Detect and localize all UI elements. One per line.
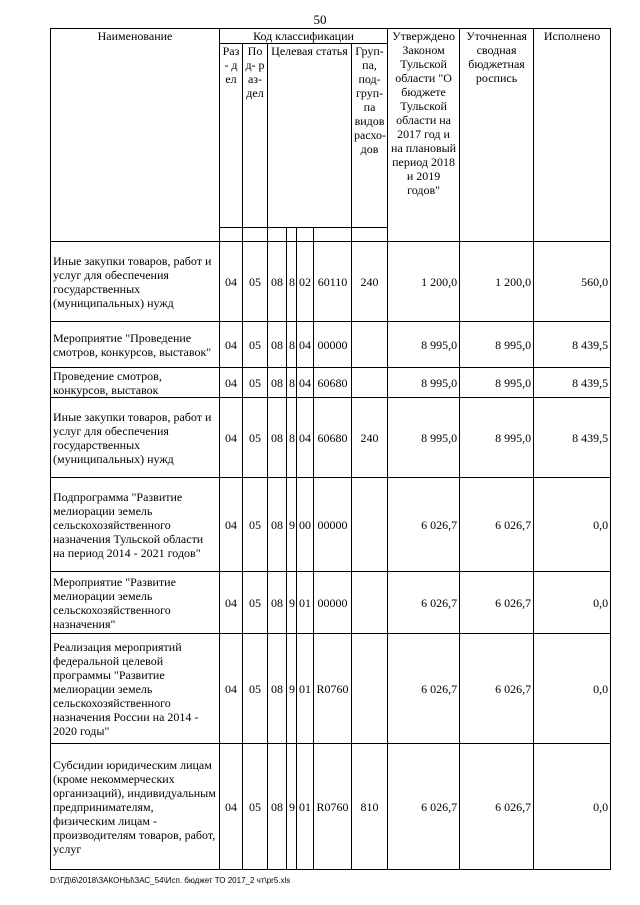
row-target-direction: R0760 xyxy=(314,744,352,870)
row-target-direction: 00000 xyxy=(314,322,352,368)
header-podrazdel: Под- раз- дел xyxy=(243,44,268,228)
row-razdel: 04 xyxy=(220,634,243,744)
row-target-program: 08 xyxy=(268,572,287,634)
row-name: Проведение смотров, конкурсов, выставок xyxy=(51,368,220,398)
row-utverzhdeno: 8 995,0 xyxy=(388,322,460,368)
row-target-subprogram: 9 xyxy=(287,478,297,572)
row-razdel: 04 xyxy=(220,322,243,368)
row-podrazdel: 05 xyxy=(243,572,268,634)
header-empty-cell xyxy=(297,228,314,242)
row-name: Подпрограмма "Развитие мелиорации земель сельскохозяйственного назначения Тульской области на период 2014 - 2021 годов" xyxy=(51,478,220,572)
row-ispolneno: 8 439,5 xyxy=(534,322,611,368)
row-podrazdel: 05 xyxy=(243,398,268,478)
header-ispolneno: Исполнено xyxy=(534,29,611,242)
row-utverzhdeno: 6 026,7 xyxy=(388,478,460,572)
row-utochnennaya: 6 026,7 xyxy=(460,744,534,870)
row-target-event: 01 xyxy=(297,744,314,870)
row-target-event: 04 xyxy=(297,322,314,368)
row-name: Реализация мероприятий федеральной целевой программы "Развитие мелиорации земель сельскохозяйственного назначения России на 2014 - 2020 годы" xyxy=(51,634,220,744)
row-name: Субсидии юридическим лицам (кроме некоммерческих организаций), индивидуальным предпринимателям, физическим лицам - производителям товаров, работ, услуг xyxy=(51,744,220,870)
row-target-event: 04 xyxy=(297,398,314,478)
row-target-program: 08 xyxy=(268,322,287,368)
row-target-direction: 00000 xyxy=(314,572,352,634)
row-razdel: 04 xyxy=(220,572,243,634)
row-name: Иные закупки товаров, работ и услуг для обеспечения государственных (муниципальных) нужд xyxy=(51,398,220,478)
row-razdel: 04 xyxy=(220,368,243,398)
row-target-subprogram: 8 xyxy=(287,368,297,398)
row-target-program: 08 xyxy=(268,478,287,572)
table-row xyxy=(51,368,611,398)
row-target-subprogram: 9 xyxy=(287,572,297,634)
page-number: 50 xyxy=(313,12,327,27)
row-podrazdel: 05 xyxy=(243,634,268,744)
row-vid-rashodov xyxy=(352,322,388,368)
table-row xyxy=(51,478,611,572)
row-ispolneno: 0,0 xyxy=(534,744,611,870)
header-utochnennaya: Уточненная сводная бюджетная роспись xyxy=(460,29,534,242)
header-utverzhdeno: Утверждено Законом Тульской области "О бюджете Тульской области на 2017 год и на плановый период 2018 и 2019 годов" xyxy=(388,29,460,242)
header-name: Наименование xyxy=(51,29,220,242)
row-utochnennaya: 6 026,7 xyxy=(460,478,534,572)
row-target-direction: 60110 xyxy=(314,242,352,322)
row-target-direction: R0760 xyxy=(314,634,352,744)
row-utverzhdeno: 8 995,0 xyxy=(388,398,460,478)
row-vid-rashodov: 240 xyxy=(352,242,388,322)
row-target-event: 00 xyxy=(297,478,314,572)
row-ispolneno: 8 439,5 xyxy=(534,398,611,478)
table-row xyxy=(51,242,611,322)
row-podrazdel: 05 xyxy=(243,744,268,870)
row-target-subprogram: 8 xyxy=(287,322,297,368)
row-target-program: 08 xyxy=(268,634,287,744)
row-utochnennaya: 6 026,7 xyxy=(460,634,534,744)
table-row xyxy=(51,398,611,478)
row-target-program: 08 xyxy=(268,242,287,322)
row-vid-rashodov: 810 xyxy=(352,744,388,870)
row-target-program: 08 xyxy=(268,398,287,478)
row-name: Мероприятие "Развитие мелиорации земель сельскохозяйственного назначения" xyxy=(51,572,220,634)
row-ispolneno: 8 439,5 xyxy=(534,368,611,398)
row-podrazdel: 05 xyxy=(243,322,268,368)
row-target-subprogram: 9 xyxy=(287,744,297,870)
row-target-subprogram: 8 xyxy=(287,242,297,322)
table-row xyxy=(51,322,611,368)
header-empty-cell xyxy=(220,228,243,242)
row-target-program: 08 xyxy=(268,368,287,398)
row-podrazdel: 05 xyxy=(243,478,268,572)
row-podrazdel: 05 xyxy=(243,242,268,322)
header-empty-cell xyxy=(268,228,287,242)
row-vid-rashodov xyxy=(352,368,388,398)
row-vid-rashodov xyxy=(352,572,388,634)
row-ispolneno: 0,0 xyxy=(534,478,611,572)
row-vid-rashodov: 240 xyxy=(352,398,388,478)
row-utochnennaya: 8 995,0 xyxy=(460,398,534,478)
header-celevaya: Целевая статья xyxy=(268,44,352,228)
row-utverzhdeno: 6 026,7 xyxy=(388,572,460,634)
row-target-event: 04 xyxy=(297,368,314,398)
header-empty-cell xyxy=(287,228,297,242)
row-utochnennaya: 8 995,0 xyxy=(460,322,534,368)
header-razdel: Раз- дел xyxy=(220,44,243,228)
row-target-event: 01 xyxy=(297,634,314,744)
table-row xyxy=(51,634,611,744)
row-utverzhdeno: 6 026,7 xyxy=(388,744,460,870)
row-utochnennaya: 6 026,7 xyxy=(460,572,534,634)
header-empty-cell xyxy=(352,228,388,242)
row-target-direction: 60680 xyxy=(314,398,352,478)
header-empty-cell xyxy=(314,228,352,242)
header-vid-rashodov: Груп- па, под- груп- па видов расхо- дов xyxy=(352,44,388,228)
row-utochnennaya: 1 200,0 xyxy=(460,242,534,322)
row-vid-rashodov xyxy=(352,478,388,572)
table-row xyxy=(51,744,611,870)
row-razdel: 04 xyxy=(220,242,243,322)
table-row xyxy=(51,572,611,634)
file-path-footer: D:\ГД\6\2018\ЗАКОНЫ\ЗАС_54\Исп. бюджет ТО 2017_2 чт\pr5.xls xyxy=(50,876,291,885)
row-target-direction: 00000 xyxy=(314,478,352,572)
row-utverzhdeno: 1 200,0 xyxy=(388,242,460,322)
row-ispolneno: 0,0 xyxy=(534,634,611,744)
row-ispolneno: 560,0 xyxy=(534,242,611,322)
row-target-subprogram: 9 xyxy=(287,634,297,744)
header-empty-cell xyxy=(243,228,268,242)
row-target-event: 01 xyxy=(297,572,314,634)
row-name: Мероприятие "Проведение смотров, конкурсов, выставок" xyxy=(51,322,220,368)
budget-table xyxy=(50,28,611,870)
row-utverzhdeno: 8 995,0 xyxy=(388,368,460,398)
header-code-group: Код классификации xyxy=(220,29,388,44)
row-razdel: 04 xyxy=(220,478,243,572)
row-podrazdel: 05 xyxy=(243,368,268,398)
row-ispolneno: 0,0 xyxy=(534,572,611,634)
row-target-direction: 60680 xyxy=(314,368,352,398)
row-razdel: 04 xyxy=(220,744,243,870)
row-razdel: 04 xyxy=(220,398,243,478)
row-name: Иные закупки товаров, работ и услуг для обеспечения государственных (муниципальных) нужд xyxy=(51,242,220,322)
row-target-program: 08 xyxy=(268,744,287,870)
row-utochnennaya: 8 995,0 xyxy=(460,368,534,398)
row-utverzhdeno: 6 026,7 xyxy=(388,634,460,744)
row-vid-rashodov xyxy=(352,634,388,744)
row-target-event: 02 xyxy=(297,242,314,322)
row-target-subprogram: 8 xyxy=(287,398,297,478)
